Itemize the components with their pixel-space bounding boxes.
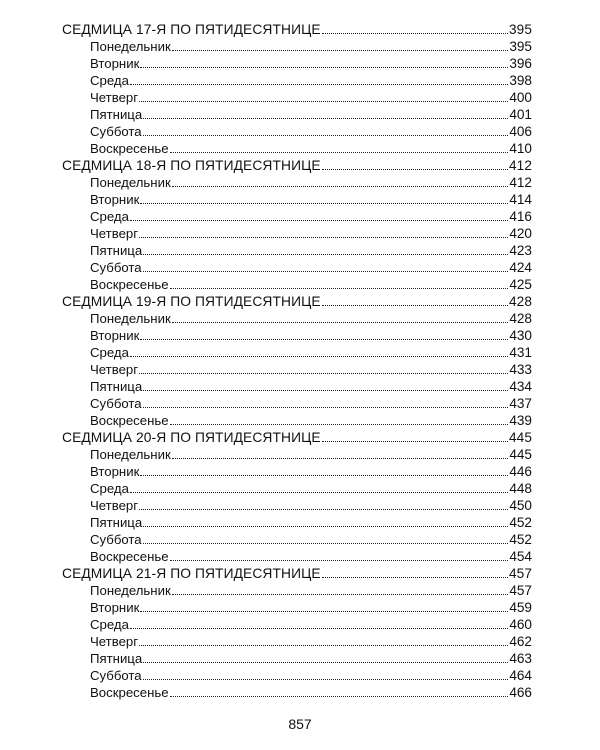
day-page-number: 423 xyxy=(509,243,532,258)
dot-leader xyxy=(130,220,508,221)
day-page-number: 401 xyxy=(509,107,532,122)
dot-leader xyxy=(143,679,509,680)
toc-day-entry[interactable] xyxy=(62,650,532,667)
dot-leader xyxy=(130,492,508,493)
toc-week-heading[interactable] xyxy=(62,293,532,310)
day-label: Четверг xyxy=(90,362,139,377)
toc-day-entry[interactable] xyxy=(62,38,532,55)
day-label: Среда xyxy=(90,209,129,224)
day-label: Пятница xyxy=(90,379,143,394)
day-page-number: 424 xyxy=(509,260,532,275)
day-page-number: 437 xyxy=(509,396,532,411)
day-page-number: 431 xyxy=(509,345,532,360)
dot-leader xyxy=(172,594,509,595)
week-page-number: 457 xyxy=(509,566,532,581)
dot-leader xyxy=(139,237,508,238)
dot-leader xyxy=(172,50,509,51)
dot-leader xyxy=(139,101,508,102)
toc-day-entry[interactable] xyxy=(62,616,532,633)
day-page-number: 396 xyxy=(509,56,532,71)
toc-day-entry[interactable] xyxy=(62,140,532,157)
dot-leader xyxy=(170,696,509,697)
day-label: Воскресенье xyxy=(90,413,169,428)
toc-day-entry[interactable] xyxy=(62,191,532,208)
week-title: СЕДМИЦА 20-Я ПО ПЯТИДЕСЯТНИЦЕ xyxy=(62,430,321,445)
week-title: СЕДМИЦА 19-Я ПО ПЯТИДЕСЯТНИЦЕ xyxy=(62,294,321,309)
day-page-number: 462 xyxy=(509,634,532,649)
toc-day-entry[interactable] xyxy=(62,89,532,106)
day-page-number: 445 xyxy=(509,447,532,462)
toc-day-entry[interactable] xyxy=(62,599,532,616)
toc-day-entry[interactable] xyxy=(62,514,532,531)
day-label: Четверг xyxy=(90,634,139,649)
day-page-number: 433 xyxy=(509,362,532,377)
dot-leader xyxy=(143,662,508,663)
day-label: Понедельник xyxy=(90,447,171,462)
day-label: Понедельник xyxy=(90,175,171,190)
toc-week-heading[interactable] xyxy=(62,157,532,174)
day-label: Четверг xyxy=(90,90,139,105)
toc-day-entry[interactable] xyxy=(62,412,532,429)
toc-day-entry[interactable] xyxy=(62,327,532,344)
toc-day-entry[interactable] xyxy=(62,72,532,89)
day-label: Среда xyxy=(90,73,129,88)
week-title: СЕДМИЦА 21-Я ПО ПЯТИДЕСЯТНИЦЕ xyxy=(62,566,321,581)
week-page-number: 428 xyxy=(509,294,532,309)
toc-day-entry[interactable] xyxy=(62,684,532,701)
day-label: Пятница xyxy=(90,515,143,530)
day-page-number: 428 xyxy=(509,311,532,326)
day-page-number: 414 xyxy=(509,192,532,207)
day-label: Четверг xyxy=(90,226,139,241)
day-label: Суббота xyxy=(90,532,142,547)
day-label: Воскресенье xyxy=(90,549,169,564)
dot-leader xyxy=(139,373,508,374)
day-label: Среда xyxy=(90,617,129,632)
toc-day-entry[interactable] xyxy=(62,395,532,412)
day-label: Воскресенье xyxy=(90,685,169,700)
dot-leader xyxy=(140,475,508,476)
dot-leader xyxy=(170,152,509,153)
dot-leader xyxy=(140,67,508,68)
week-title: СЕДМИЦА 17-Я ПО ПЯТИДЕСЯТНИЦЕ xyxy=(62,22,321,37)
day-label: Вторник xyxy=(90,600,140,615)
dot-leader xyxy=(170,560,509,561)
day-page-number: 410 xyxy=(509,141,532,156)
day-label: Вторник xyxy=(90,192,140,207)
day-label: Суббота xyxy=(90,668,142,683)
dot-leader xyxy=(130,628,508,629)
dot-leader xyxy=(172,322,509,323)
dot-leader xyxy=(140,203,508,204)
day-label: Понедельник xyxy=(90,583,171,598)
dot-leader xyxy=(143,118,508,119)
day-page-number: 416 xyxy=(509,209,532,224)
day-page-number: 446 xyxy=(509,464,532,479)
dot-leader xyxy=(322,33,508,34)
dot-leader xyxy=(322,441,508,442)
toc-day-entry[interactable] xyxy=(62,208,532,225)
day-page-number: 464 xyxy=(509,668,532,683)
week-page-number: 445 xyxy=(509,430,532,445)
toc-week-heading[interactable] xyxy=(62,565,532,582)
dot-leader xyxy=(140,339,508,340)
toc-day-entry[interactable] xyxy=(62,378,532,395)
table-of-contents xyxy=(62,21,532,701)
dot-leader xyxy=(143,407,509,408)
toc-day-entry[interactable] xyxy=(62,106,532,123)
day-page-number: 406 xyxy=(509,124,532,139)
dot-leader xyxy=(139,509,508,510)
day-label: Среда xyxy=(90,481,129,496)
toc-day-entry[interactable] xyxy=(62,174,532,191)
toc-day-entry[interactable] xyxy=(62,361,532,378)
day-page-number: 450 xyxy=(509,498,532,513)
day-page-number: 430 xyxy=(509,328,532,343)
day-page-number: 398 xyxy=(509,73,532,88)
day-page-number: 448 xyxy=(509,481,532,496)
day-page-number: 460 xyxy=(509,617,532,632)
dot-leader xyxy=(130,84,508,85)
toc-day-entry[interactable] xyxy=(62,463,532,480)
dot-leader xyxy=(172,186,509,187)
toc-day-entry[interactable] xyxy=(62,55,532,72)
day-label: Суббота xyxy=(90,260,142,275)
toc-day-entry[interactable] xyxy=(62,582,532,599)
day-label: Воскресенье xyxy=(90,277,169,292)
day-page-number: 452 xyxy=(509,532,532,547)
day-page-number: 454 xyxy=(509,549,532,564)
day-page-number: 420 xyxy=(509,226,532,241)
day-label: Вторник xyxy=(90,56,140,71)
week-page-number: 395 xyxy=(509,22,532,37)
day-page-number: 395 xyxy=(509,39,532,54)
day-page-number: 452 xyxy=(509,515,532,530)
day-label: Четверг xyxy=(90,498,139,513)
day-label: Пятница xyxy=(90,651,143,666)
day-label: Воскресенье xyxy=(90,141,169,156)
toc-day-entry[interactable] xyxy=(62,480,532,497)
dot-leader xyxy=(139,645,508,646)
dot-leader xyxy=(143,271,509,272)
toc-day-entry[interactable] xyxy=(62,225,532,242)
day-label: Понедельник xyxy=(90,39,171,54)
toc-day-entry[interactable] xyxy=(62,633,532,650)
toc-week-heading[interactable] xyxy=(62,21,532,38)
toc-day-entry[interactable] xyxy=(62,276,532,293)
dot-leader xyxy=(172,458,509,459)
day-page-number: 439 xyxy=(509,413,532,428)
day-page-number: 466 xyxy=(509,685,532,700)
page-number: 857 xyxy=(288,716,312,732)
week-title: СЕДМИЦА 18-Я ПО ПЯТИДЕСЯТНИЦЕ xyxy=(62,158,321,173)
toc-day-entry[interactable] xyxy=(62,446,532,463)
dot-leader xyxy=(170,288,509,289)
toc-day-entry[interactable] xyxy=(62,548,532,565)
day-page-number: 463 xyxy=(509,651,532,666)
dot-leader xyxy=(130,356,508,357)
week-page-number: 412 xyxy=(509,158,532,173)
day-page-number: 459 xyxy=(509,600,532,615)
day-page-number: 425 xyxy=(509,277,532,292)
dot-leader xyxy=(143,254,508,255)
toc-day-entry[interactable] xyxy=(62,497,532,514)
toc-day-entry[interactable] xyxy=(62,531,532,548)
day-page-number: 412 xyxy=(509,175,532,190)
toc-day-entry[interactable] xyxy=(62,259,532,276)
toc-week-heading[interactable] xyxy=(62,429,532,446)
toc-day-entry[interactable] xyxy=(62,123,532,140)
day-label: Вторник xyxy=(90,328,140,343)
dot-leader xyxy=(170,424,509,425)
toc-day-entry[interactable] xyxy=(62,667,532,684)
day-label: Суббота xyxy=(90,396,142,411)
day-page-number: 457 xyxy=(509,583,532,598)
dot-leader xyxy=(143,526,508,527)
dot-leader xyxy=(143,543,509,544)
dot-leader xyxy=(143,135,509,136)
dot-leader xyxy=(143,390,508,391)
dot-leader xyxy=(140,611,508,612)
day-label: Пятница xyxy=(90,107,143,122)
dot-leader xyxy=(322,305,508,306)
dot-leader xyxy=(322,577,508,578)
dot-leader xyxy=(322,169,508,170)
day-label: Среда xyxy=(90,345,129,360)
day-label: Суббота xyxy=(90,124,142,139)
toc-day-entry[interactable] xyxy=(62,344,532,361)
day-label: Понедельник xyxy=(90,311,171,326)
toc-day-entry[interactable] xyxy=(62,242,532,259)
day-label: Пятница xyxy=(90,243,143,258)
day-page-number: 400 xyxy=(509,90,532,105)
day-page-number: 434 xyxy=(509,379,532,394)
day-label: Вторник xyxy=(90,464,140,479)
toc-day-entry[interactable] xyxy=(62,310,532,327)
